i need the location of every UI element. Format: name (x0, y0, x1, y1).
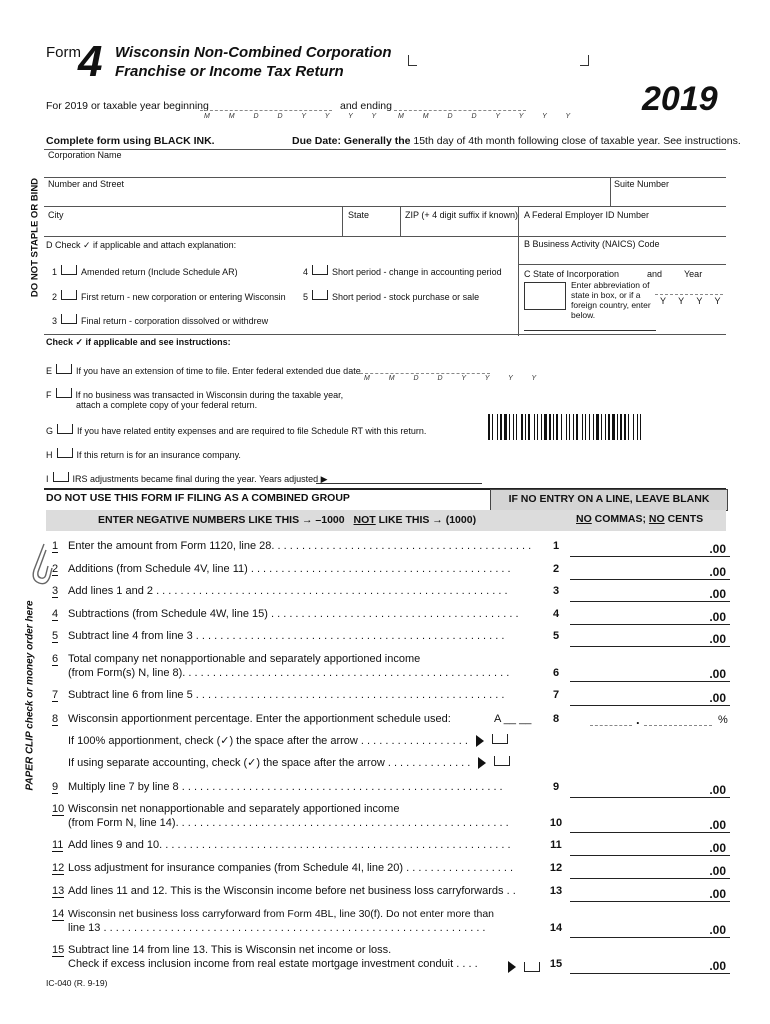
line-text: Subtractions (from Schedule 4W, line 15) . . . . . . . . . . . . . . . . . . . . . . . . . . . . . . . . . . . . . . . . . (68, 608, 519, 620)
amount-field[interactable] (570, 605, 730, 625)
cents-label: .00 (709, 864, 726, 878)
line-text: Loss adjustment for insurance companies (from Schedule 4I, line 20) . . . . . . . . . . . . . . . . . . (68, 862, 514, 874)
checkbox[interactable] (57, 448, 73, 458)
form-label: Form (46, 44, 81, 61)
cents-label: .00 (709, 959, 726, 973)
check-d-label: Short period - stock purchase or sale (332, 292, 480, 302)
cents-label: .00 (709, 542, 726, 556)
state-inc-box[interactable] (524, 282, 566, 310)
check-d-item-4[interactable] (303, 265, 502, 277)
check-label: If no business was transacted in Wisconsin during the taxable year, (75, 390, 344, 400)
amount-field[interactable] (570, 859, 730, 879)
state-inc-label: C State of Incorporation (524, 269, 620, 279)
cents-label: .00 (709, 783, 726, 797)
line-number: 5 (52, 630, 59, 642)
cents-label: .00 (709, 632, 726, 646)
line-13 (46, 882, 736, 904)
schedule-field[interactable]: A __ __ (494, 713, 532, 725)
state-label: State (348, 210, 370, 220)
line-12 (46, 859, 736, 881)
line-8 (46, 710, 736, 732)
amount-field[interactable] (570, 686, 730, 706)
amount-field[interactable] (570, 627, 730, 647)
staple-note: DO NOT STAPLE OR BIND (29, 177, 41, 298)
scan-mark-left (408, 55, 417, 66)
line-number: 10 (52, 803, 65, 815)
no-text: NO (576, 513, 592, 525)
arrow-icon (508, 961, 516, 973)
line-ref: 12 (549, 862, 563, 874)
check-d-item-3[interactable] (52, 314, 268, 326)
check-d-label: Final return - corporation dissolved or withdrew (81, 316, 269, 326)
line-number: 13 (52, 885, 65, 897)
scan-mark-right (580, 55, 589, 66)
end-date-format: M M D D Y Y Y Y (398, 113, 579, 120)
line-ref: 5 (552, 630, 560, 642)
cents-label: .00 (709, 923, 726, 937)
line-1 (46, 537, 736, 559)
suite-field[interactable] (611, 190, 725, 206)
foreign-country-field[interactable] (524, 320, 656, 331)
years-adjusted-field[interactable] (316, 474, 482, 484)
state-abbrev-note: Enter abbreviation of state in box, or if a foreign country, enter below. (571, 280, 651, 320)
paperclip-note: PAPER CLIP check or money order here (24, 600, 36, 791)
check-label: If this return is for an insurance company. (76, 450, 241, 460)
commas-text: COMMAS; (594, 513, 646, 525)
line-ref: 11 (550, 839, 562, 851)
naics-label: B Business Activity (NAICS) Code (524, 239, 660, 249)
negative-text-b: LIKE THIS → (1000) (378, 514, 477, 526)
check-d-heading: D Check ✓ if applicable and attach explanation: (46, 240, 237, 250)
checkbox[interactable] (492, 734, 508, 744)
line-ref: 3 (552, 585, 560, 597)
line-ref: 7 (552, 689, 560, 701)
line-number: 1 (52, 540, 59, 552)
line-15 (46, 941, 736, 975)
fein-field[interactable] (519, 220, 726, 236)
amount-field[interactable] (570, 836, 730, 856)
check-d-num: 2 (52, 292, 58, 302)
tax-year: 2019 (642, 80, 718, 118)
line-4 (46, 605, 736, 627)
line-ref: 2 (552, 563, 560, 575)
line-number: 2 (52, 563, 59, 575)
line-ref: 14 (549, 922, 563, 934)
form-id: IC-040 (R. 9-19) (46, 978, 108, 988)
begin-date-format: M M D D Y Y Y Y (204, 113, 385, 120)
remic-checkbox[interactable] (524, 962, 540, 972)
line-ref: 15 (549, 958, 563, 970)
line-text-2: line 13 . . . . . . . . . . . . . . . . . . . . . . . . . . . . . . . . . . . . . . . . . . . . . . . . . . . . . . . . . . . . . . . (68, 922, 486, 934)
checkbox[interactable] (61, 290, 77, 300)
street-field[interactable] (44, 190, 610, 206)
cents-label: .00 (709, 565, 726, 579)
begin-date-field[interactable] (200, 110, 332, 111)
negative-not: NOT (353, 514, 376, 526)
line-number: 8 (52, 713, 59, 725)
form-title-line1: Wisconsin Non-Combined Corporation (115, 44, 392, 61)
amount-field[interactable] (570, 813, 730, 833)
full-apportionment-check[interactable] (68, 734, 512, 747)
cents-label: .00 (709, 841, 726, 855)
line-text: Subtract line 6 from line 5 . . . . . . . . . . . . . . . . . . . . . . . . . . . . . . . . . . . . . . . . . . . . . . . . . . . (68, 689, 505, 701)
due-date-rest: 15th day of 4th month following close of taxable year. See instructions. (413, 135, 741, 147)
suite-label: Suite Number (614, 179, 670, 189)
line-number: 7 (52, 689, 59, 701)
check-f[interactable] (46, 388, 343, 400)
line-number: 3 (52, 585, 59, 597)
line-text: Total company net nonapportionable and separately apportioned income (68, 653, 421, 665)
amount-field[interactable] (570, 918, 730, 938)
state-inc-and: and (647, 269, 663, 279)
line-number: 14 (52, 908, 65, 920)
line-ref: 4 (552, 608, 560, 620)
line-text: Wisconsin apportionment percentage. Enter the apportionment schedule used: (68, 713, 451, 725)
line-6 (46, 650, 736, 684)
no-combined-banner: DO NOT USE THIS FORM IF FILING AS A COMBINED GROUP (46, 492, 350, 504)
checkbox[interactable] (312, 290, 328, 300)
checkbox[interactable] (61, 314, 77, 324)
check-letter: E (46, 366, 53, 376)
zip-label: ZIP (+ 4 digit suffix if known) (405, 210, 518, 220)
inc-year-field[interactable] (655, 294, 723, 295)
state-inc-year-label: Year (684, 269, 703, 279)
line-text: Subtract line 4 from line 3 . . . . . . . . . . . . . . . . . . . . . . . . . . . . . . . . . . . . . . . . . . . . . . . . . . . (68, 630, 505, 642)
checkbox[interactable] (494, 756, 510, 766)
line-text: Multiply line 7 by line 8 . . . . . . . . . . . . . . . . . . . . . . . . . . . . . . . . . . . . . . . . . . . . . . . . . . . . . (68, 781, 503, 793)
line-text: Add lines 11 and 12. This is the Wisconsin income before net business loss carryforwards . . (68, 885, 516, 897)
cents-label: .00 (709, 587, 726, 601)
cents-label: .00 (709, 818, 726, 832)
corporation-name-label: Corporation Name (48, 150, 122, 160)
check-letter: G (46, 426, 54, 436)
cents-label: .00 (709, 691, 726, 705)
line-text: Enter the amount from Form 1120, line 28. . . . . . . . . . . . . . . . . . . . . . . . . . . . . . . . . . . . . . . . . . . (68, 540, 532, 552)
line-number: 6 (52, 653, 59, 665)
black-ink-note: Complete form using BLACK INK. (46, 135, 215, 147)
check-d-item-5[interactable] (303, 290, 479, 302)
line-number: 11 (52, 839, 64, 851)
line-5 (46, 627, 736, 649)
naics-field[interactable] (519, 250, 726, 264)
line-text-2: (from Form N, line 14). . . . . . . . . . . . . . . . . . . . . . . . . . . . . . . . . . . . . . . . . . . . . . . . . . . . . . . (68, 817, 509, 829)
checkbox[interactable] (312, 265, 328, 275)
check-d-item-1[interactable] (52, 265, 238, 277)
line-number: 4 (52, 608, 59, 620)
no-entry-banner (490, 489, 728, 511)
negative-numbers-note (98, 514, 476, 526)
separate-accounting-check[interactable] (68, 756, 514, 769)
checkbox[interactable] (56, 388, 72, 398)
cents-text: CENTS (667, 513, 704, 525)
arrow-icon (476, 735, 484, 747)
check-letter: F (46, 390, 52, 400)
line-text: Add lines 1 and 2 . . . . . . . . . . . . . . . . . . . . . . . . . . . . . . . . . . . . . . . . . . . . . . . . . . . . . . . . . . (68, 585, 508, 597)
city-field[interactable] (44, 220, 342, 236)
line-text-2: Check if excess inclusion income from real estate mortgage investment conduit . . . . (68, 958, 478, 970)
extended-date-format: M M D D Y Y Y Y (364, 375, 545, 382)
checkbox[interactable] (57, 424, 73, 434)
line-2 (46, 560, 736, 582)
arrow-icon (478, 757, 486, 769)
corporation-name-field[interactable] (44, 160, 726, 177)
line-ref: 13 (549, 885, 563, 897)
form-number: 4 (78, 37, 103, 86)
due-date-note (292, 135, 741, 147)
cents-label: .00 (709, 610, 726, 624)
tax-year-begin-label: For 2019 or taxable year beginning (46, 100, 209, 112)
check-f-line2: attach a complete copy of your federal return. (76, 400, 258, 410)
line-text: Additions (from Schedule 4V, line 11) . . . . . . . . . . . . . . . . . . . . . . . . . . . . . . . . . . . . . . . . . . . (68, 563, 511, 575)
no-entry-text: IF NO ENTRY ON A LINE, LEAVE BLANK (508, 493, 710, 505)
checkbox[interactable] (61, 265, 77, 275)
line-number: 9 (52, 781, 59, 793)
no-commas-note (576, 513, 703, 525)
cents-label: .00 (709, 667, 726, 681)
amount-field[interactable] (570, 778, 730, 798)
no-text: NO (648, 513, 665, 525)
line-14 (46, 905, 736, 939)
amount-field[interactable] (570, 582, 730, 602)
and-ending-label: and ending (340, 100, 392, 112)
line-number: 15 (52, 944, 65, 956)
end-date-field[interactable] (394, 110, 526, 111)
line-10 (46, 800, 736, 834)
negative-text: ENTER NEGATIVE NUMBERS LIKE THIS → –1000 (98, 514, 345, 526)
inc-year-format: Y Y Y Y (660, 296, 726, 306)
check-d-label: Short period - change in accounting period (332, 267, 502, 277)
check-g[interactable] (46, 424, 426, 436)
state-field[interactable] (343, 220, 399, 236)
full-apportionment-label: If 100% apportionment, check (✓) the space after the arrow . . . . . . . . . . . . . . . . . . (68, 735, 468, 747)
check-e[interactable] (46, 364, 361, 376)
check-d-num: 1 (52, 267, 58, 277)
line-11 (46, 836, 736, 858)
line-ref: 10 (549, 817, 563, 829)
check-label: If you have related entity expenses and are required to file Schedule RT with this return. (77, 426, 427, 436)
line-text-2: (from Form(s) N, line 8). . . . . . . . . . . . . . . . . . . . . . . . . . . . . . . . . . . . . . . . . . . . . . . . . . . . . . (68, 667, 510, 679)
line-ref: 9 (552, 781, 560, 793)
check-i[interactable] (46, 472, 328, 485)
cents-label: .00 (709, 887, 726, 901)
check-others-heading: Check ✓ if applicable and see instructions: (46, 337, 231, 347)
amount-field[interactable] (570, 662, 730, 682)
line-text: Add lines 9 and 10. . . . . . . . . . . . . . . . . . . . . . . . . . . . . . . . . . . . . . . . . . . . . . . . . . . . . . . . . . (68, 839, 511, 851)
percentage-field[interactable]: . (590, 714, 716, 726)
line-number: 12 (52, 862, 65, 874)
line-3 (46, 582, 736, 604)
street-label: Number and Street (48, 179, 125, 189)
check-h[interactable] (46, 448, 241, 460)
check-label: IRS adjustments became final during the year. Years adjusted ▶ (72, 474, 328, 484)
extended-date-field[interactable] (360, 373, 490, 374)
line-text: Subtract line 14 from line 13. This is Wisconsin net income or loss. (68, 944, 392, 956)
line-ref: 1 (552, 540, 560, 552)
amount-field[interactable] (570, 954, 730, 974)
check-label: If you have an extension of time to file. Enter federal extended due date (76, 366, 361, 376)
check-letter: I (46, 474, 49, 484)
separate-accounting-label: If using separate accounting, check (✓) the space after the arrow . . . . . . . . . . . . . . (68, 757, 471, 769)
check-d-num: 3 (52, 316, 58, 326)
fein-label: A Federal Employer ID Number (524, 210, 650, 220)
amount-field[interactable] (570, 537, 730, 557)
check-d-label: Amended return (Include Schedule AR) (81, 267, 238, 277)
amount-field[interactable] (570, 560, 730, 580)
check-letter: H (46, 450, 53, 460)
check-d-item-2[interactable] (52, 290, 286, 302)
check-d-label: First return - new corporation or entering Wisconsin (81, 292, 286, 302)
line-ref: 8 (552, 713, 560, 725)
line-text: Wisconsin net nonapportionable and separately apportioned income (68, 803, 400, 815)
line-9 (46, 778, 736, 800)
city-label: City (48, 210, 64, 220)
checkbox[interactable] (56, 364, 72, 374)
amount-field[interactable] (570, 882, 730, 902)
zip-field[interactable] (401, 220, 517, 236)
line-ref: 6 (552, 667, 560, 679)
form-title-line2: Franchise or Income Tax Return (115, 63, 344, 80)
line-text: Wisconsin net business loss carryforward from Form 4BL, line 30(f). Do not enter more than (68, 908, 494, 920)
checkbox[interactable] (53, 472, 69, 482)
barcode (488, 414, 724, 440)
percent-sign: % (718, 714, 728, 726)
check-d-num: 5 (303, 292, 309, 302)
line-7 (46, 686, 736, 708)
due-date-bold: Due Date: Generally the (292, 135, 411, 147)
check-d-num: 4 (303, 267, 309, 277)
